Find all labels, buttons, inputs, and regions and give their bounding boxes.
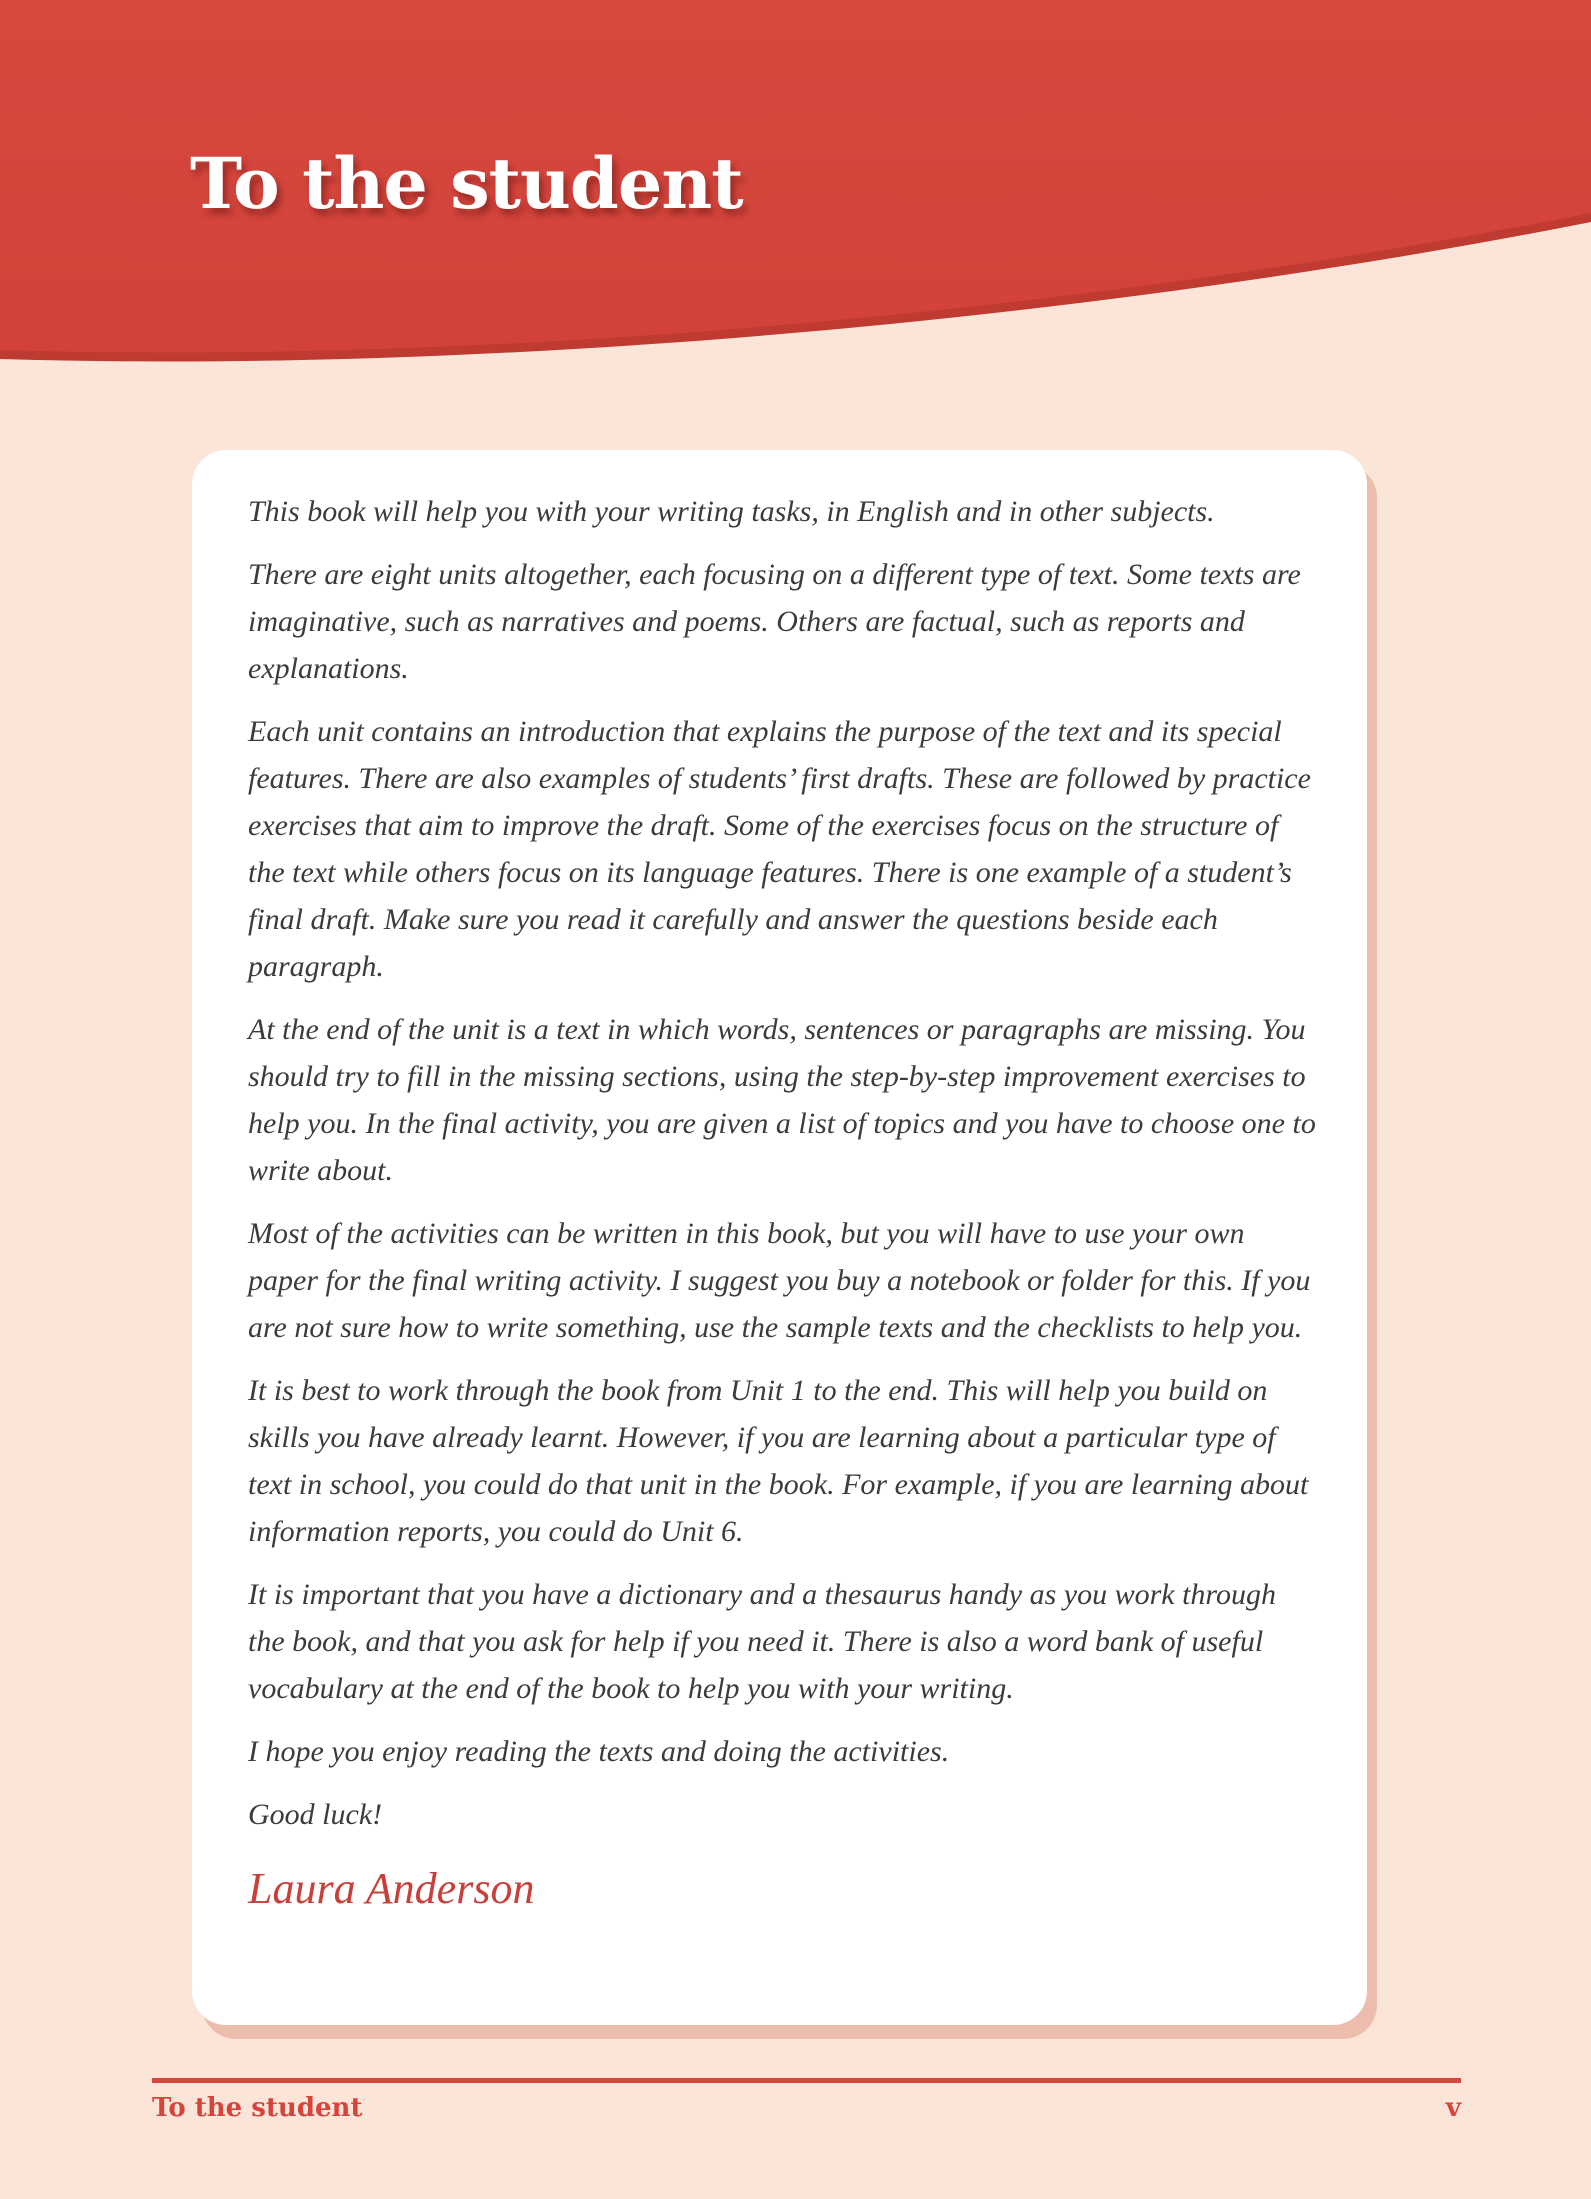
page-title: To the student [190, 142, 743, 225]
letter-paragraph: There are eight units altogether, each focusing on a different type of text. Some texts are imaginative, such as narratives and poems. Others are factual, such as reports and explanations. [248, 558, 1301, 685]
letter-paragraph: Most of the activities can be written in this book, but you will have to use your own paper for the final writing activity. I suggest you buy a notebook or folder for this. If you are not sure how to write something, use the sample texts and the checklists to help you. [248, 1217, 1311, 1344]
letter-paragraph: It is best to work through the book from Unit 1 to the end. This will help you build on skills you have already learnt. However, if you are learning about a particular type of text in school, you could do that unit in the book. For example, if you are learning about information reports, you could do Unit 6. [248, 1374, 1309, 1548]
letter-card [192, 450, 1367, 2025]
footer-rule [152, 2078, 1461, 2083]
footer-section-label: To the student [152, 2093, 363, 2123]
letter-paragraph: This book will help you with your writing tasks, in English and in other subjects. [248, 495, 1215, 528]
letter-paragraph: Good luck! [248, 1798, 383, 1831]
letter-paragraph: I hope you enjoy reading the texts and doing the activities. [248, 1735, 950, 1768]
letter-paragraph: At the end of the unit is a text in which words, sentences or paragraphs are missing. You should try to fill in the missing sections, using the step-by-step improvement exercises to help you. In the final activity, you are given a list of topics and you have to choose one to write about. [248, 1013, 1316, 1187]
letter-paragraph: Each unit contains an introduction that explains the purpose of the text and its special features. There are also examples of students’ first drafts. These are followed by practice exercises that aim to improve the draft. Some of the exercises focus on the structure of the text while others focus on its language features. There is one example of a student’s final draft. Make sure you read it carefully and answer the questions beside each paragraph. [248, 715, 1311, 983]
letter-paragraph: It is important that you have a dictionary and a thesaurus handy as you work through the book, and that you ask for help if you need it. There is also a word bank of useful vocabulary at the end of the book to help you with your writing. [248, 1578, 1276, 1705]
author-signature: Laura Anderson [248, 1864, 535, 1913]
footer-page-number: v [1445, 2093, 1461, 2123]
